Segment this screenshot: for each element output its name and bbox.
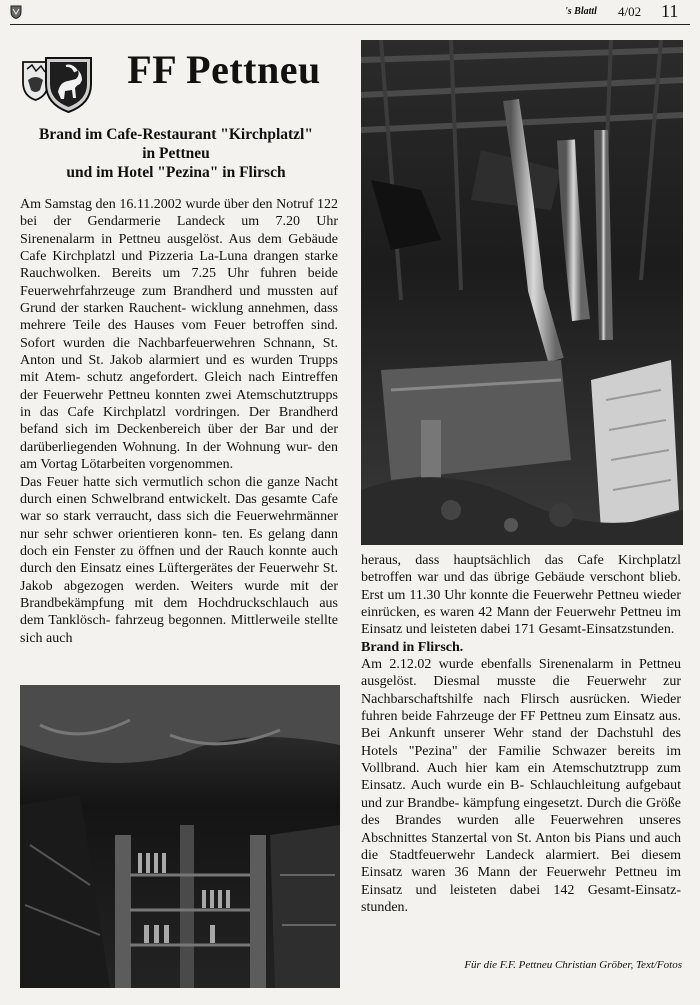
article-headline: [10, 125, 342, 182]
page-number: 11: [661, 1, 679, 21]
pettneu-coat-of-arms-icon: [20, 52, 94, 114]
article-title: FF Pettneu: [127, 47, 321, 92]
coat-of-arms-icon: [10, 5, 22, 19]
paragraph-continuation: heraus, dass hauptsächlich das Cafe Kirchplatzl betroffen war und das übrige Gebäude verschont blieb. Erst um 11.30 Uhr konnte die Feuerwehr Pettneu wieder einrücken, es waren 42 Mann der Feuerwehr Pettneu im Einsatz und leisteten dabei 171 Gesamt-Einsatzstunden.: [361, 553, 681, 638]
article-column-right: [361, 552, 681, 916]
page-header: [0, 0, 700, 30]
headline-line-2: in Pettneu: [142, 145, 210, 162]
headline-line-3: und im Hotel "Pezina" in Flirsch: [66, 164, 286, 181]
publication-name: 's Blattl: [565, 6, 597, 17]
photo-burned-cafe-interior: [361, 40, 683, 545]
header-rule: [10, 24, 690, 25]
paragraph-flirsch: Am 2.12.02 wurde ebenfalls Sirenenalarm in Pettneu ausgelöst. Diesmal musste die Feuerwehr zur Nachbarschaftshilfe nach Flirsch ausrücken. Wieder fuhren beide Fahrzeuge der FF Pettneu zum Einsatz aus. Bei Ankunft unserer Wehr stand der Dachstuhl des Hotels "Pezina" der Familie Schwazer bereits im Vollbrand. Auch hier kam ein Atemschutztrupp zum Einsatz. Auch wurde ein B- Schlauchleitung aufgebaut und zur Brandbe- kämpfung eingesetzt. Durch die Größe des Brandes wurden alle Feuerwehren unseres Abschnittes Stanzertal von St. Anton bis Pians und auch die Stadtfeuerwehr Landeck alarmiert. Bei diesem Einsatz waren 36 Mann der Feuerwehr Pettneu im Einsatz und leisteten dabei 142 Gesamt-Einsatz- stunden.: [361, 657, 681, 915]
article-column-left: [20, 196, 338, 647]
subheading-flirsch: Brand in Flirsch.: [361, 639, 464, 655]
photo-credit: Für die F.F. Pettneu Christian Gröber, Text/Fotos: [464, 959, 682, 971]
issue-number: 4/02: [618, 4, 642, 19]
paragraph-smouldering-fire: Das Feuer hatte sich vermutlich schon die ganze Nacht durch einen Schwelbrand entwickelt. Das gesamte Cafe war so stark verraucht, dass sich die Feuerwehrmänner nur sehr schwer orientieren konn- ten. Es gelang dann doch ein Fenster zu öffnen und der Rauch konnte auch durch den Einsatz eines Lüftergerätes der Feuerwehr St. Jakob abgezogen werden. Weiters wurde mit der Brandbekämpfung mit dem Hochdruckschlauch aus dem Tanklösch- fahrzeug begonnen. Mittlerweile stellte sich auch: [20, 474, 338, 646]
paragraph-alarm: Am Samstag den 16.11.2002 wurde über den Notruf 122 bei der Gendarmerie Landeck um 7.20 Uhr Sirenenalarm in Pettneu ausgelöst. Aus dem Gebäude Cafe Kirchplatzl und Pizzeria La-Luna drangen starke Rauchwolken. Bereits um 7.25 Uhr fuhren beide Feuerwehrfahrzeuge zum Brandherd und mussten auf Grund der starken Rauchent- wicklung annehmen, dass mehrere Teile des Hauses vom Feuer betroffen sind. Sofort wurden die Nachbarfeuerwehren Schnann, St. Anton und St. Jakob alarmiert und es wurden Trupps mit Atem- schutz angefordert. Gleich nach Eintreffen der Feuerwehr Pettneu konnten zwei Atemschutztrupps in das Cafe Kirchplatzl vordringen. Der Brandherd befand sich im Deckenbereich über der Bar und der darüberliegenden Wohnung. In der Wohnung wur- den am Vortag Lötarbeiten vorgenommen.: [20, 197, 338, 473]
photo-burned-bar-shelves: [20, 685, 340, 988]
headline-line-1: Brand im Cafe-Restaurant "Kirchplatzl": [39, 126, 313, 143]
